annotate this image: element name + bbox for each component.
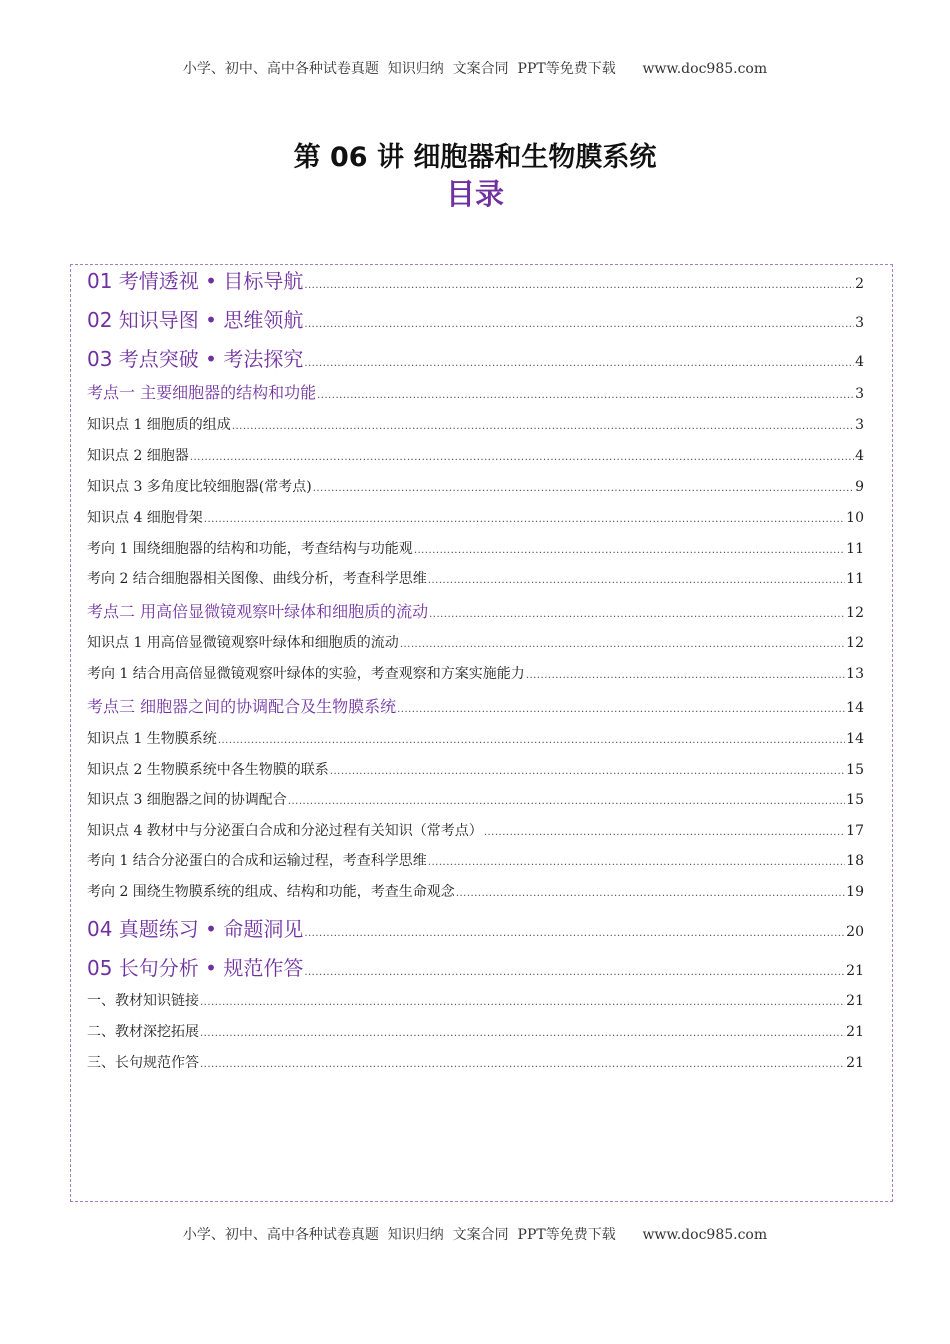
toc-entry-label: 知识点 4 细胞骨架 [87, 510, 203, 526]
toc-leader-dots [397, 704, 845, 715]
toc-entry-item[interactable] [87, 820, 864, 840]
toc-leader-dots [428, 575, 845, 586]
toc-entry-label: 考向 1 结合用高倍显微镜观察叶绿体的实验，考查观察和方案实施能力 [87, 666, 525, 682]
toc-heading: 目录 [445, 177, 504, 211]
page-title: 第 06 讲 细胞器和生物膜系统 [293, 142, 657, 173]
toc-entry-page: 12 [846, 605, 864, 621]
toc-entry-topic-1[interactable] [87, 380, 864, 403]
toc-leader-dots [304, 928, 845, 939]
toc-entry-item[interactable] [87, 414, 864, 434]
toc-entry-page: 14 [846, 731, 864, 747]
toc-entry-section-03[interactable] [87, 343, 864, 372]
toc-leader-dots [204, 514, 845, 525]
toc-entry-item[interactable] [87, 850, 864, 870]
toc-entry-label: 考向 1 结合分泌蛋白的合成和运输过程，考查科学思维 [87, 853, 427, 869]
toc-entry-page: 21 [846, 993, 864, 1009]
toc-leader-dots [232, 421, 854, 432]
toc-entry-label: 04 真题练习 • 命题洞见 [87, 917, 304, 941]
toc-entry-item[interactable] [87, 1052, 864, 1072]
toc-leader-dots [330, 766, 845, 777]
toc-entry-item[interactable] [87, 538, 864, 558]
toc-entry-item[interactable] [87, 881, 864, 901]
toc-leader-dots [484, 827, 845, 838]
toc-entry-label: 考向 2 结合细胞器相关图像、曲线分析，考查科学思维 [87, 571, 427, 587]
toc-entry-page: 10 [846, 510, 864, 526]
toc-entry-item[interactable] [87, 789, 864, 809]
toc-leader-dots [304, 280, 854, 291]
toc-leader-dots [200, 1059, 845, 1070]
toc-entry-page: 17 [846, 823, 864, 839]
toc-entry-page: 3 [855, 417, 864, 433]
toc-entry-item[interactable] [87, 632, 864, 652]
toc-entry-item[interactable] [87, 728, 864, 748]
toc-entry-page: 21 [846, 1055, 864, 1071]
toc-entry-label: 03 考点突破 • 考法探究 [87, 347, 304, 371]
toc-leader-dots [313, 483, 854, 494]
toc-leader-dots [428, 857, 845, 868]
toc-leader-dots [190, 452, 854, 463]
toc-entry-item[interactable] [87, 568, 864, 588]
toc-entry-item[interactable] [87, 507, 864, 527]
toc-entry-page: 19 [846, 884, 864, 900]
toc-entry-page: 3 [855, 386, 864, 402]
toc-entry-page: 13 [846, 666, 864, 682]
toc-entry-label: 知识点 1 用高倍显微镜观察叶绿体和细胞质的流动 [87, 635, 399, 651]
toc-leader-dots [200, 997, 845, 1008]
toc-entry-page: 4 [855, 354, 864, 370]
toc-leader-dots [200, 1028, 845, 1039]
toc-entry-label: 01 考情透视 • 目标导航 [87, 269, 304, 293]
toc-leader-dots [304, 358, 854, 369]
toc-leader-dots [400, 639, 845, 650]
toc-entry-label: 知识点 2 生物膜系统中各生物膜的联系 [87, 762, 329, 778]
page-header: 小学、初中、高中各种试卷真题 知识归纳 文案合同 PPT等免费下载 www.doc985.com [182, 61, 768, 77]
toc-leader-dots [317, 390, 854, 401]
toc-entry-item[interactable] [87, 990, 864, 1010]
toc-leader-dots [526, 670, 845, 681]
toc-entry-label: 一、教材知识链接 [87, 993, 199, 1009]
toc-entry-label: 知识点 2 细胞器 [87, 448, 189, 464]
toc-leader-dots [288, 796, 845, 807]
toc-entry-topic-2[interactable] [87, 599, 864, 622]
toc-entry-item[interactable] [87, 476, 864, 496]
toc-leader-dots [414, 545, 845, 556]
toc-entry-item[interactable] [87, 759, 864, 779]
toc-entry-label: 知识点 1 细胞质的组成 [87, 417, 231, 433]
toc-entry-page: 20 [846, 924, 864, 940]
toc-entry-page: 21 [846, 1024, 864, 1040]
page-footer: 小学、初中、高中各种试卷真题 知识归纳 文案合同 PPT等免费下载 www.doc985.com [182, 1227, 768, 1243]
toc-entry-page: 14 [846, 700, 864, 716]
toc-entry-item[interactable] [87, 445, 864, 465]
toc-entry-label: 考点一 主要细胞器的结构和功能 [87, 383, 317, 402]
toc-entry-page: 3 [855, 315, 864, 331]
toc-leader-dots [304, 319, 854, 330]
toc-entry-label: 二、教材深挖拓展 [87, 1024, 199, 1040]
toc-entry-label: 知识点 4 教材中与分泌蛋白合成和分泌过程有关知识（常考点） [87, 823, 483, 839]
toc-entry-label: 考向 1 围绕细胞器的结构和功能，考查结构与功能观 [87, 541, 413, 557]
toc-entry-page: 18 [846, 853, 864, 869]
toc-entry-label: 考点二 用高倍显微镜观察叶绿体和细胞质的流动 [87, 602, 429, 621]
toc-entry-label: 02 知识导图 • 思维领航 [87, 308, 304, 332]
toc-entry-label: 考向 2 围绕生物膜系统的组成、结构和功能，考查生命观念 [87, 884, 455, 900]
toc-entry-label: 考点三 细胞器之间的协调配合及生物膜系统 [87, 697, 397, 716]
toc-leader-dots [304, 967, 845, 978]
toc-entry-section-04[interactable] [87, 913, 864, 942]
toc-entry-page: 15 [846, 792, 864, 808]
toc-leader-dots [456, 888, 845, 899]
toc-entry-page: 11 [846, 571, 864, 587]
toc-entry-page: 4 [855, 448, 864, 464]
toc-entry-label: 05 长句分析 • 规范作答 [87, 956, 304, 980]
table-of-contents [70, 264, 893, 1202]
toc-entry-item[interactable] [87, 663, 864, 683]
toc-entry-section-02[interactable] [87, 304, 864, 333]
toc-entry-page: 12 [846, 635, 864, 651]
toc-entry-label: 知识点 3 细胞器之间的协调配合 [87, 792, 287, 808]
toc-entry-page: 15 [846, 762, 864, 778]
toc-entry-page: 11 [846, 541, 864, 557]
toc-leader-dots [218, 735, 845, 746]
toc-entry-section-01[interactable] [87, 265, 864, 294]
toc-entry-section-05[interactable] [87, 952, 864, 981]
toc-entry-label: 三、长句规范作答 [87, 1055, 199, 1071]
toc-leader-dots [429, 609, 845, 620]
toc-entry-page: 21 [846, 963, 864, 979]
toc-entry-topic-3[interactable] [87, 694, 864, 717]
toc-entry-page: 2 [855, 276, 864, 292]
toc-entry-label: 知识点 3 多角度比较细胞器(常考点) [87, 479, 312, 495]
toc-entry-item[interactable] [87, 1021, 864, 1041]
toc-entry-label: 知识点 1 生物膜系统 [87, 731, 217, 747]
toc-entry-page: 9 [855, 479, 864, 495]
